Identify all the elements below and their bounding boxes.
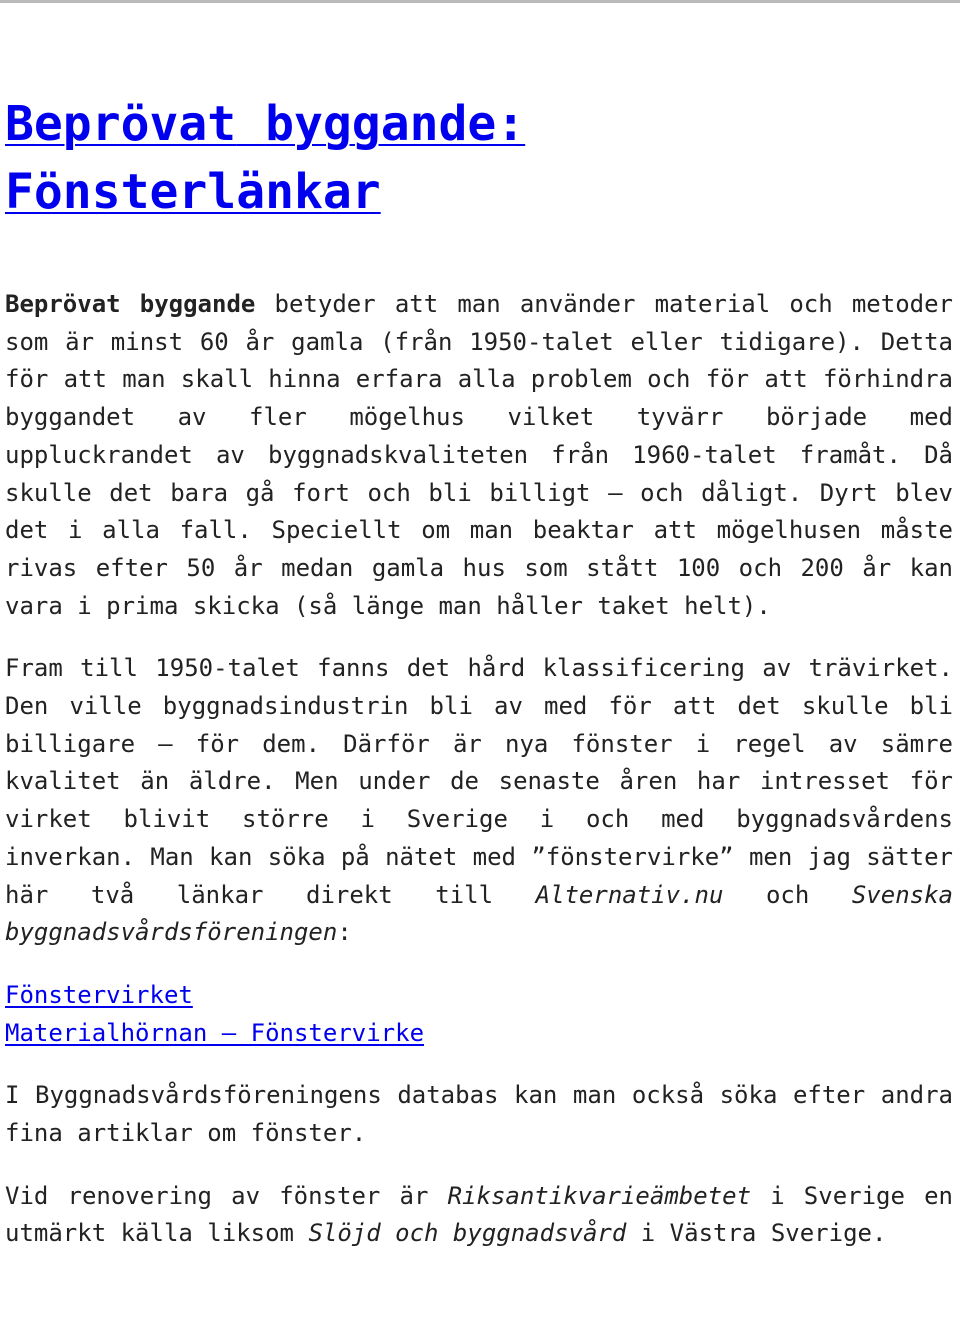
paragraph-intro: [5, 286, 953, 625]
article-title-link[interactable]: [5, 96, 525, 220]
database-text: I Byggnadsvårdsföreningens databas kan man också söka efter andra fina artiklar om fönster.: [5, 1081, 953, 1148]
paragraph-database: [5, 1077, 953, 1152]
article-title: [5, 90, 953, 226]
source-raa: Riksantikvarieämbetet: [447, 1181, 752, 1210]
source-slojd: Slöjd och byggnadsvård: [308, 1219, 627, 1248]
intro-text: betyder att man använder material och metoder som är minst 60 år gamla (från 1950-talet eller tidigare). Detta för att man skall hinna erfara alla problem och för att förhindra byggandet av fler mögelhus vilket tyvärr började med uppluckrandet av byggnadskvaliteten från 1960-talet framåt. Då skulle det bara gå fort och bli billigt – och dåligt. Dyrt blev det i alla fall. Speciellt om man beaktar att mögelhusen måste rivas efter 50 år medan gamla hus som stått 100 och 200 år kan vara i prima skicka (så länge man håller taket helt).: [5, 290, 953, 620]
title-word-1: Beprövat: [5, 96, 237, 152]
link-list: [5, 977, 953, 1052]
article: [5, 90, 953, 1253]
title-word-3: Fönsterlänkar: [5, 164, 381, 220]
timber-mid: och: [723, 880, 852, 909]
timber-end: :: [337, 918, 352, 947]
renovation-text-b: i Sverige en utmärkt källa liksom: [5, 1181, 954, 1248]
source-byggnadsvard: Svenska byggnadsvårdsföreningen: [5, 880, 953, 947]
renovation-text-c: i Västra Sverige.: [626, 1219, 887, 1248]
paragraph-renovation: [5, 1178, 953, 1253]
renovation-text-a: Vid renovering av fönster är: [5, 1181, 448, 1210]
link-materialhornan[interactable]: Materialhörnan – Fönstervirke: [5, 1018, 425, 1047]
paragraph-timber: [5, 650, 953, 952]
intro-lead: Beprövat byggande: [5, 290, 256, 318]
source-alternativ: Alternativ.nu: [535, 880, 724, 909]
link-fonstervirket[interactable]: Fönstervirket: [5, 980, 193, 1009]
title-word-2: byggande:: [265, 96, 526, 152]
top-divider: [0, 0, 960, 3]
timber-text: Fram till 1950-talet fanns det hård klassificering av trävirket. Den ville byggnadsindustrin bli av med för att det skulle bli billigare – för dem. Därför är nya fönster i regel av sämre kvalitet än äldre. Men under de senaste åren har intresset för virket blivit större i Sverige i och med byggnadsvårdens inverkan. Man kan söka på nätet med ”fönstervirke” men jag sätter här två länkar direkt till: [5, 654, 953, 909]
